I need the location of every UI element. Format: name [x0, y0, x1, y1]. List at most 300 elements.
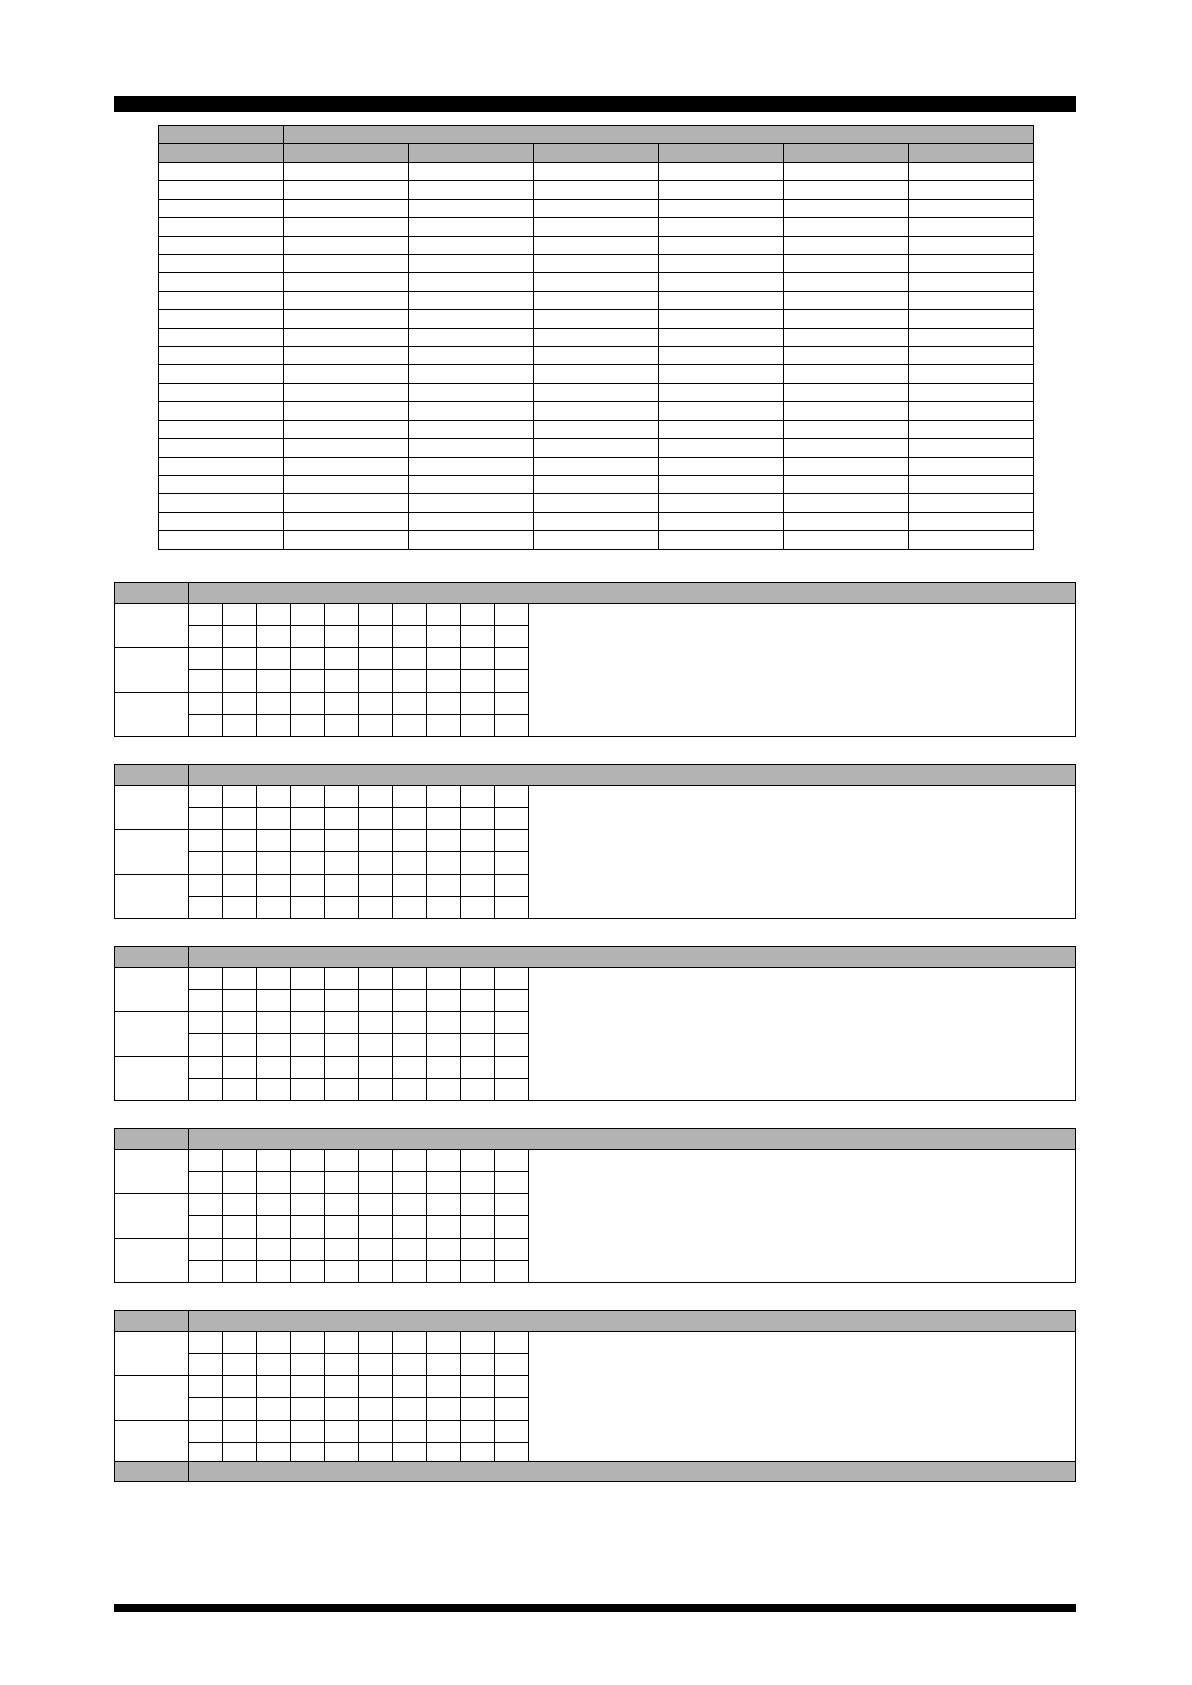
entry-box[interactable]: [427, 786, 461, 808]
entry-box[interactable]: [359, 692, 393, 714]
entry-box[interactable]: [257, 1034, 291, 1056]
schedule-cell[interactable]: [409, 494, 534, 512]
entry-box[interactable]: [461, 714, 495, 736]
entry-box[interactable]: [461, 1172, 495, 1194]
schedule-cell[interactable]: [784, 162, 909, 180]
entry-box[interactable]: [359, 1332, 393, 1354]
entry-box[interactable]: [257, 968, 291, 990]
schedule-cell[interactable]: [284, 181, 409, 199]
entry-box[interactable]: [257, 896, 291, 918]
entry-box[interactable]: [461, 1078, 495, 1100]
entry-box[interactable]: [325, 896, 359, 918]
schedule-cell[interactable]: [159, 494, 284, 512]
schedule-cell[interactable]: [659, 531, 784, 550]
entry-box[interactable]: [223, 1398, 257, 1420]
entry-box[interactable]: [189, 1420, 223, 1442]
schedule-cell[interactable]: [784, 310, 909, 328]
schedule-cell[interactable]: [659, 383, 784, 401]
entry-box[interactable]: [325, 692, 359, 714]
entry-box[interactable]: [495, 714, 529, 736]
entry-box[interactable]: [189, 808, 223, 830]
entry-box[interactable]: [461, 1260, 495, 1282]
entry-box[interactable]: [223, 1332, 257, 1354]
entry-box[interactable]: [495, 648, 529, 670]
entry-box[interactable]: [257, 1150, 291, 1172]
entry-box[interactable]: [291, 852, 325, 874]
entry-box[interactable]: [461, 896, 495, 918]
entry-box[interactable]: [257, 1260, 291, 1282]
entry-box[interactable]: [223, 626, 257, 648]
entry-box[interactable]: [427, 1056, 461, 1078]
entry-box[interactable]: [223, 1078, 257, 1100]
entry-box[interactable]: [427, 874, 461, 896]
schedule-cell[interactable]: [909, 494, 1034, 512]
entry-box[interactable]: [189, 1150, 223, 1172]
schedule-cell[interactable]: [909, 199, 1034, 217]
schedule-cell[interactable]: [284, 383, 409, 401]
schedule-cell[interactable]: [534, 162, 659, 180]
entry-box[interactable]: [393, 1150, 427, 1172]
schedule-cell[interactable]: [534, 347, 659, 365]
entry-box[interactable]: [325, 1078, 359, 1100]
entry-box[interactable]: [359, 1172, 393, 1194]
entry-box[interactable]: [291, 1376, 325, 1398]
entry-box[interactable]: [427, 1354, 461, 1376]
entry-box[interactable]: [393, 692, 427, 714]
entry-box[interactable]: [393, 1078, 427, 1100]
entry-box[interactable]: [189, 1238, 223, 1260]
entry-box[interactable]: [461, 990, 495, 1012]
entry-box[interactable]: [495, 852, 529, 874]
schedule-cell[interactable]: [784, 420, 909, 438]
schedule-cell[interactable]: [784, 383, 909, 401]
entry-box[interactable]: [325, 1216, 359, 1238]
schedule-cell[interactable]: [284, 310, 409, 328]
entry-box[interactable]: [291, 1354, 325, 1376]
schedule-cell[interactable]: [909, 254, 1034, 272]
entry-box[interactable]: [291, 648, 325, 670]
schedule-cell[interactable]: [159, 402, 284, 420]
entry-box[interactable]: [257, 1172, 291, 1194]
entry-box[interactable]: [461, 1194, 495, 1216]
schedule-cell[interactable]: [909, 402, 1034, 420]
entry-box[interactable]: [495, 990, 529, 1012]
entry-box[interactable]: [393, 896, 427, 918]
schedule-cell[interactable]: [909, 476, 1034, 494]
schedule-cell[interactable]: [534, 273, 659, 291]
entry-box[interactable]: [257, 714, 291, 736]
entry-box[interactable]: [359, 1150, 393, 1172]
entry-box[interactable]: [393, 604, 427, 626]
entry-box[interactable]: [427, 1398, 461, 1420]
entry-box[interactable]: [461, 830, 495, 852]
entry-box[interactable]: [427, 1034, 461, 1056]
entry-box[interactable]: [393, 1420, 427, 1442]
entry-box[interactable]: [257, 1216, 291, 1238]
schedule-cell[interactable]: [284, 291, 409, 309]
entry-box[interactable]: [189, 648, 223, 670]
entry-box[interactable]: [427, 670, 461, 692]
entry-box[interactable]: [223, 648, 257, 670]
schedule-cell[interactable]: [784, 291, 909, 309]
schedule-cell[interactable]: [159, 291, 284, 309]
entry-box[interactable]: [189, 714, 223, 736]
entry-box[interactable]: [291, 626, 325, 648]
schedule-cell[interactable]: [534, 291, 659, 309]
entry-box[interactable]: [461, 1150, 495, 1172]
entry-box[interactable]: [189, 1376, 223, 1398]
schedule-cell[interactable]: [784, 494, 909, 512]
schedule-cell[interactable]: [159, 273, 284, 291]
schedule-cell[interactable]: [284, 236, 409, 254]
entry-box[interactable]: [461, 874, 495, 896]
schedule-cell[interactable]: [159, 531, 284, 550]
entry-box[interactable]: [359, 648, 393, 670]
schedule-cell[interactable]: [409, 181, 534, 199]
entry-box[interactable]: [461, 1216, 495, 1238]
entry-box[interactable]: [257, 1376, 291, 1398]
schedule-cell[interactable]: [159, 383, 284, 401]
schedule-cell[interactable]: [284, 328, 409, 346]
schedule-cell[interactable]: [159, 439, 284, 457]
entry-box[interactable]: [189, 626, 223, 648]
schedule-cell[interactable]: [909, 218, 1034, 236]
entry-box[interactable]: [189, 1354, 223, 1376]
entry-box[interactable]: [189, 1398, 223, 1420]
entry-box[interactable]: [359, 604, 393, 626]
entry-box[interactable]: [359, 968, 393, 990]
entry-box[interactable]: [495, 1172, 529, 1194]
schedule-cell[interactable]: [784, 365, 909, 383]
schedule-cell[interactable]: [659, 310, 784, 328]
entry-box[interactable]: [461, 1332, 495, 1354]
entry-box[interactable]: [257, 626, 291, 648]
entry-box[interactable]: [325, 1398, 359, 1420]
schedule-cell[interactable]: [784, 218, 909, 236]
entry-box[interactable]: [291, 1172, 325, 1194]
entry-box[interactable]: [325, 808, 359, 830]
schedule-cell[interactable]: [159, 328, 284, 346]
schedule-cell[interactable]: [284, 512, 409, 530]
entry-box[interactable]: [393, 1354, 427, 1376]
entry-box[interactable]: [495, 1398, 529, 1420]
entry-box[interactable]: [291, 1078, 325, 1100]
entry-box[interactable]: [461, 1398, 495, 1420]
entry-box[interactable]: [189, 968, 223, 990]
entry-box[interactable]: [189, 830, 223, 852]
schedule-cell[interactable]: [909, 347, 1034, 365]
entry-box[interactable]: [495, 1420, 529, 1442]
entry-box[interactable]: [393, 1194, 427, 1216]
entry-box[interactable]: [189, 852, 223, 874]
schedule-cell[interactable]: [659, 402, 784, 420]
entry-box[interactable]: [291, 1056, 325, 1078]
entry-box[interactable]: [291, 786, 325, 808]
entry-box[interactable]: [223, 1376, 257, 1398]
entry-box[interactable]: [495, 1194, 529, 1216]
entry-box[interactable]: [223, 1238, 257, 1260]
entry-box[interactable]: [427, 852, 461, 874]
entry-box[interactable]: [427, 1150, 461, 1172]
entry-box[interactable]: [393, 670, 427, 692]
entry-box[interactable]: [359, 670, 393, 692]
entry-box[interactable]: [495, 1056, 529, 1078]
entry-box[interactable]: [393, 648, 427, 670]
entry-box[interactable]: [393, 1012, 427, 1034]
schedule-cell[interactable]: [159, 476, 284, 494]
entry-box[interactable]: [359, 1034, 393, 1056]
entry-box[interactable]: [257, 786, 291, 808]
entry-box[interactable]: [291, 604, 325, 626]
entry-box[interactable]: [189, 1332, 223, 1354]
schedule-cell[interactable]: [409, 402, 534, 420]
entry-box[interactable]: [189, 1056, 223, 1078]
entry-box[interactable]: [291, 1194, 325, 1216]
schedule-cell[interactable]: [284, 162, 409, 180]
entry-box[interactable]: [291, 968, 325, 990]
schedule-cell[interactable]: [534, 457, 659, 475]
schedule-cell[interactable]: [159, 512, 284, 530]
entry-box[interactable]: [223, 1150, 257, 1172]
entry-box[interactable]: [325, 1354, 359, 1376]
entry-box[interactable]: [393, 1172, 427, 1194]
entry-box[interactable]: [257, 604, 291, 626]
entry-box[interactable]: [393, 1056, 427, 1078]
entry-box[interactable]: [189, 896, 223, 918]
schedule-cell[interactable]: [659, 273, 784, 291]
entry-box[interactable]: [461, 648, 495, 670]
entry-box[interactable]: [495, 1332, 529, 1354]
entry-box[interactable]: [495, 1078, 529, 1100]
entry-box[interactable]: [223, 670, 257, 692]
schedule-cell[interactable]: [409, 162, 534, 180]
entry-block-notes-area[interactable]: [529, 786, 1076, 919]
entry-box[interactable]: [393, 1376, 427, 1398]
entry-box[interactable]: [359, 1012, 393, 1034]
schedule-cell[interactable]: [159, 310, 284, 328]
schedule-cell[interactable]: [534, 402, 659, 420]
entry-box[interactable]: [291, 1420, 325, 1442]
schedule-cell[interactable]: [909, 512, 1034, 530]
schedule-cell[interactable]: [659, 476, 784, 494]
entry-box[interactable]: [223, 1056, 257, 1078]
schedule-cell[interactable]: [284, 531, 409, 550]
entry-box[interactable]: [223, 990, 257, 1012]
entry-box[interactable]: [291, 896, 325, 918]
schedule-cell[interactable]: [534, 310, 659, 328]
schedule-cell[interactable]: [534, 476, 659, 494]
entry-box[interactable]: [257, 1056, 291, 1078]
schedule-cell[interactable]: [534, 254, 659, 272]
entry-box[interactable]: [359, 990, 393, 1012]
entry-box[interactable]: [189, 1172, 223, 1194]
schedule-cell[interactable]: [159, 365, 284, 383]
entry-box[interactable]: [325, 1034, 359, 1056]
schedule-cell[interactable]: [534, 494, 659, 512]
entry-box[interactable]: [223, 1216, 257, 1238]
entry-box[interactable]: [257, 1078, 291, 1100]
entry-box[interactable]: [291, 1150, 325, 1172]
schedule-cell[interactable]: [659, 420, 784, 438]
schedule-cell[interactable]: [159, 420, 284, 438]
entry-box[interactable]: [325, 670, 359, 692]
schedule-cell[interactable]: [784, 181, 909, 199]
schedule-cell[interactable]: [909, 531, 1034, 550]
schedule-cell[interactable]: [534, 420, 659, 438]
entry-box[interactable]: [393, 1216, 427, 1238]
entry-box[interactable]: [461, 1056, 495, 1078]
entry-box[interactable]: [325, 1376, 359, 1398]
entry-box[interactable]: [189, 1012, 223, 1034]
schedule-cell[interactable]: [659, 199, 784, 217]
entry-box[interactable]: [427, 830, 461, 852]
schedule-cell[interactable]: [784, 273, 909, 291]
entry-box[interactable]: [359, 896, 393, 918]
entry-box[interactable]: [495, 1012, 529, 1034]
schedule-cell[interactable]: [909, 236, 1034, 254]
entry-box[interactable]: [257, 1238, 291, 1260]
schedule-cell[interactable]: [534, 365, 659, 383]
entry-box[interactable]: [325, 648, 359, 670]
schedule-cell[interactable]: [284, 439, 409, 457]
entry-box[interactable]: [495, 604, 529, 626]
schedule-cell[interactable]: [159, 218, 284, 236]
entry-box[interactable]: [393, 830, 427, 852]
schedule-cell[interactable]: [909, 420, 1034, 438]
entry-box[interactable]: [257, 1194, 291, 1216]
entry-box[interactable]: [461, 604, 495, 626]
schedule-cell[interactable]: [784, 236, 909, 254]
schedule-cell[interactable]: [159, 199, 284, 217]
entry-box[interactable]: [359, 1056, 393, 1078]
entry-box[interactable]: [359, 1260, 393, 1282]
entry-block-notes-area[interactable]: [529, 968, 1076, 1101]
schedule-cell[interactable]: [659, 236, 784, 254]
entry-box[interactable]: [427, 604, 461, 626]
entry-box[interactable]: [461, 808, 495, 830]
schedule-cell[interactable]: [284, 494, 409, 512]
entry-box[interactable]: [325, 830, 359, 852]
entry-box[interactable]: [427, 626, 461, 648]
entry-box[interactable]: [495, 626, 529, 648]
entry-box[interactable]: [461, 1034, 495, 1056]
schedule-cell[interactable]: [784, 512, 909, 530]
entry-box[interactable]: [223, 896, 257, 918]
entry-box[interactable]: [461, 968, 495, 990]
schedule-cell[interactable]: [659, 162, 784, 180]
schedule-cell[interactable]: [284, 273, 409, 291]
entry-box[interactable]: [291, 692, 325, 714]
entry-box[interactable]: [223, 830, 257, 852]
schedule-cell[interactable]: [409, 512, 534, 530]
schedule-cell[interactable]: [659, 218, 784, 236]
schedule-cell[interactable]: [159, 347, 284, 365]
entry-box[interactable]: [291, 714, 325, 736]
schedule-cell[interactable]: [784, 347, 909, 365]
entry-box[interactable]: [257, 1398, 291, 1420]
schedule-cell[interactable]: [909, 273, 1034, 291]
entry-box[interactable]: [359, 830, 393, 852]
schedule-cell[interactable]: [534, 383, 659, 401]
entry-box[interactable]: [393, 786, 427, 808]
entry-box[interactable]: [393, 808, 427, 830]
entry-box[interactable]: [495, 968, 529, 990]
schedule-cell[interactable]: [409, 531, 534, 550]
schedule-cell[interactable]: [159, 236, 284, 254]
entry-box[interactable]: [291, 990, 325, 1012]
schedule-cell[interactable]: [909, 181, 1034, 199]
entry-box[interactable]: [393, 1398, 427, 1420]
entry-box[interactable]: [189, 1078, 223, 1100]
entry-box[interactable]: [393, 968, 427, 990]
schedule-cell[interactable]: [284, 365, 409, 383]
entry-box[interactable]: [359, 808, 393, 830]
entry-box[interactable]: [325, 968, 359, 990]
entry-box[interactable]: [427, 1078, 461, 1100]
entry-box[interactable]: [359, 1194, 393, 1216]
entry-box[interactable]: [189, 604, 223, 626]
entry-box[interactable]: [461, 1238, 495, 1260]
schedule-cell[interactable]: [784, 476, 909, 494]
entry-box[interactable]: [223, 1194, 257, 1216]
entry-box[interactable]: [189, 670, 223, 692]
entry-box[interactable]: [223, 786, 257, 808]
entry-box[interactable]: [393, 1034, 427, 1056]
schedule-cell[interactable]: [409, 273, 534, 291]
entry-box[interactable]: [257, 1332, 291, 1354]
schedule-cell[interactable]: [784, 254, 909, 272]
entry-box[interactable]: [495, 786, 529, 808]
entry-box[interactable]: [291, 670, 325, 692]
entry-box[interactable]: [223, 968, 257, 990]
entry-box[interactable]: [223, 692, 257, 714]
entry-box[interactable]: [223, 1034, 257, 1056]
entry-box[interactable]: [257, 830, 291, 852]
entry-box[interactable]: [325, 852, 359, 874]
entry-box[interactable]: [495, 1376, 529, 1398]
entry-block-notes-area[interactable]: [529, 1150, 1076, 1283]
schedule-cell[interactable]: [409, 420, 534, 438]
schedule-cell[interactable]: [534, 531, 659, 550]
schedule-cell[interactable]: [909, 310, 1034, 328]
entry-box[interactable]: [257, 670, 291, 692]
schedule-cell[interactable]: [534, 236, 659, 254]
entry-box[interactable]: [427, 1376, 461, 1398]
entry-box[interactable]: [325, 1012, 359, 1034]
schedule-cell[interactable]: [284, 254, 409, 272]
entry-box[interactable]: [291, 1260, 325, 1282]
entry-box[interactable]: [495, 1150, 529, 1172]
entry-box[interactable]: [495, 692, 529, 714]
entry-box[interactable]: [291, 808, 325, 830]
entry-box[interactable]: [223, 1260, 257, 1282]
entry-box[interactable]: [257, 874, 291, 896]
entry-box[interactable]: [461, 626, 495, 648]
entry-box[interactable]: [427, 714, 461, 736]
entry-box[interactable]: [393, 1260, 427, 1282]
entry-box[interactable]: [189, 874, 223, 896]
schedule-cell[interactable]: [659, 457, 784, 475]
entry-box[interactable]: [461, 1012, 495, 1034]
entry-box[interactable]: [427, 1012, 461, 1034]
entry-box[interactable]: [495, 1216, 529, 1238]
schedule-cell[interactable]: [284, 476, 409, 494]
entry-box[interactable]: [495, 1354, 529, 1376]
entry-box[interactable]: [291, 1398, 325, 1420]
schedule-cell[interactable]: [784, 439, 909, 457]
schedule-cell[interactable]: [534, 181, 659, 199]
entry-box[interactable]: [257, 990, 291, 1012]
